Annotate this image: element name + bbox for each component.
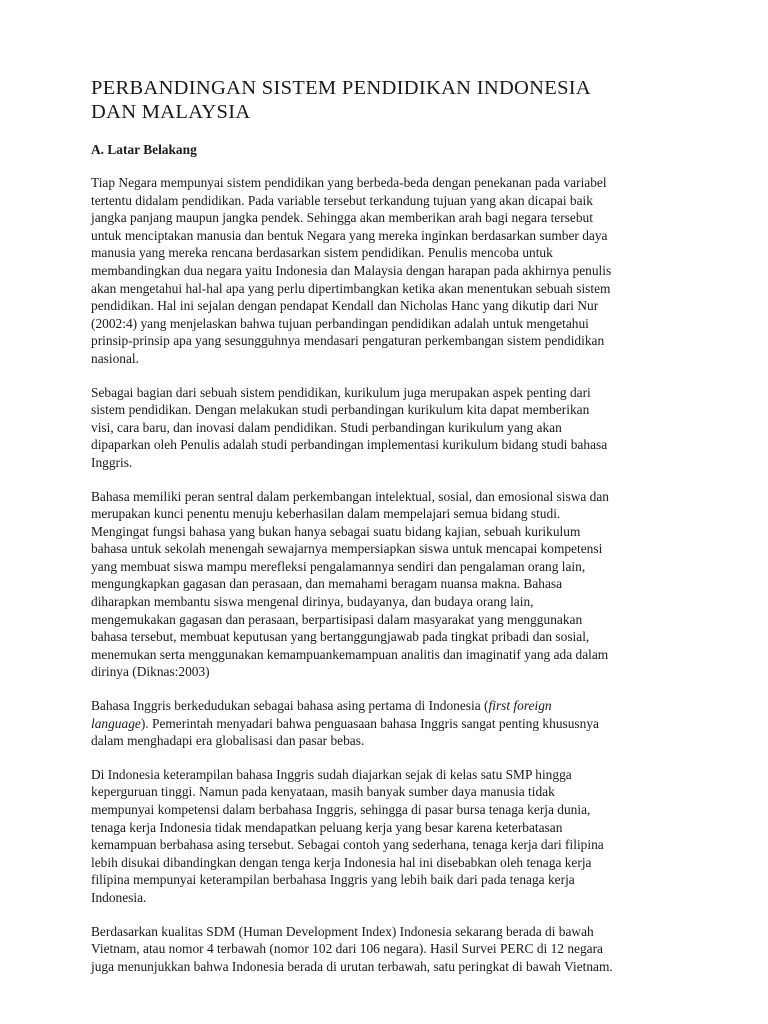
title-line-2: DAN MALAYSIA xyxy=(91,101,251,123)
paragraph-line: jangka panjang maupun jangka pendek. Sehingga akan memberikan arah bagi negara tersebut xyxy=(91,210,593,226)
paragraph-line: (2002:4) yang menjelaskan bahwa tujuan perbandingan pendidikan adalah untuk mengetahui xyxy=(91,315,589,331)
paragraph-2 xyxy=(91,384,697,472)
paragraph-line: Mengingat fungsi bahasa yang bukan hanya sebagai suatu bidang kajian, sebuah kurikulum xyxy=(91,523,581,539)
paragraph-line: kemampuan berbahasa asing tersebut. Sebagai contoh yang sederhana, tenaga kerja dari filipina xyxy=(91,837,604,853)
section-heading: A. Latar Belakang xyxy=(91,142,197,157)
paragraph-line xyxy=(91,715,697,733)
paragraph-line: diharapkan membantu siswa mengenal dirinya, budayanya, dan budaya orang lain, xyxy=(91,594,534,610)
paragraph-line: Vietnam, atau nomor 4 terbawah (nomor 102 dari 106 negara). Hasil Survei PERC di 12 negara xyxy=(91,941,603,957)
paragraph-line: tenaga kerja Indonesia tidak mendapatkan peluang kerja yang besar karena keterbatasan xyxy=(91,819,563,835)
paragraph-line: tertentu didalam pendidikan. Pada variable tersebut terkandung tujuan yang akan dicapai baik xyxy=(91,192,593,208)
paragraph-line: sistem pendidikan. Dengan melakukan studi perbandingan kurikulum kita dapat memberikan xyxy=(91,402,590,418)
paragraph-line: Di Indonesia keterampilan bahasa Inggris sudah diajarkan sejak di kelas satu SMP hingga xyxy=(91,766,572,782)
paragraph-line: pendidikan. Hal ini sejalan dengan pendapat Kendall dan Nicholas Hanc yang dikutip dari Nur xyxy=(91,298,599,314)
paragraph-line: Berdasarkan kualitas SDM (Human Development Index) Indonesia sekarang berada di bawah xyxy=(91,923,594,939)
paragraph-line: filipina mempunyai keterampilan berbahasa Inggris yang lebih baik dari pada tenaga kerja xyxy=(91,872,575,888)
paragraph-line: dipaparkan oleh Penulis adalah studi perbandingan implementasi kurikulum bidang studi bahasa xyxy=(91,437,608,453)
paragraph-1 xyxy=(91,174,697,368)
paragraph-line: prinsip-prinsip apa yang sesungguhnya mendasari pengaturan perkembangan sistem pendidikan xyxy=(91,333,605,349)
paragraph-line: dirinya (Diknas:2003) xyxy=(91,664,210,680)
paragraph-line xyxy=(91,697,697,715)
paragraph-line: bahasa untuk sekolah menengah sewajarnya mempersiapkan siswa untuk mencapai kompetensi xyxy=(91,541,603,557)
paragraph-line: Sebagai bagian dari sebuah sistem pendidikan, kurikulum juga merupakan aspek penting dari xyxy=(91,384,591,400)
paragraph-line: lebih disukai dibandingkan dengan tenga kerja Indonesia hal ini disebabkan oleh tenaga kerja xyxy=(91,854,592,870)
paragraph-line: mengemukakan gagasan dan perasaan, berpartisipasi dalam masyarakat yang menggunakan xyxy=(91,611,583,627)
paragraph-3 xyxy=(91,488,697,682)
paragraph-line: yang membuat siswa mampu merefleksi pengalamannya sendiri dan pengalaman orang lain, xyxy=(91,558,586,574)
paragraph-line: visi, cara baru, dan inovasi dalam pendidikan. Studi perbandingan kurikulum yang akan xyxy=(91,419,562,435)
italic-phrase: first foreign xyxy=(488,698,552,714)
document-page xyxy=(91,76,697,991)
italic-phrase: language xyxy=(91,715,141,731)
document-title xyxy=(91,76,697,124)
title-line-1: PERBANDINGAN SISTEM PENDIDIKAN INDONESIA xyxy=(91,77,592,99)
paragraph-line: dalam menghadapi era globalisasi dan pasar bebas. xyxy=(91,733,365,749)
paragraph-6 xyxy=(91,923,697,976)
paragraph-line: membandingkan dua negara yaitu Indonesia dan Malaysia dengan harapan pada akhirnya penulis xyxy=(91,262,612,278)
paragraph-line: mengungkapkan gagasan dan perasaan, dan memahami beragam nuansa makna. Bahasa xyxy=(91,576,563,592)
paragraph-line: Tiap Negara mempunyai sistem pendidikan yang berbeda-beda dengan penekanan pada variabel xyxy=(91,175,607,190)
paragraph-line: mempunyai kompetensi dalam berbahasa Inggris, sehingga di pasar bursa tenaga kerja dunia, xyxy=(91,802,591,817)
paragraph-line: bahasa tersebut, membuat keputusan yang bertanggungjawab pada tingkat pribadi dan sosial, xyxy=(91,629,590,645)
paragraph-text: ). Pemerintah menyadari bahwa penguasaan bahasa Inggris sangat penting khususnya xyxy=(140,715,599,731)
paragraph-line: merupakan kunci penentu menuju keberhasilan dalam mempelajari semua bidang studi. xyxy=(91,506,561,522)
paragraph-text: Bahasa Inggris berkedudukan sebagai bahasa asing pertama di Indonesia ( xyxy=(91,698,489,714)
paragraph-line: akan mengetahui hal-hal apa yang perlu dipertimbangkan ketika akan menentukan sebuah sistem xyxy=(91,280,611,296)
paragraph-4 xyxy=(91,697,697,750)
paragraph-line: untuk menciptakan manusia dan bentuk Negara yang mereka inginkan berdasarkan sumber daya xyxy=(91,227,608,243)
paragraph-line: juga menunjukkan bahwa Indonesia berada di urutan terbawah, satu peringkat di bawah Vietnam. xyxy=(91,958,613,974)
paragraph-line: Bahasa memiliki peran sentral dalam perkembangan intelektual, sosial, dan emosional siswa dan xyxy=(91,488,609,504)
paragraph-line: manusia yang mereka rencana berdasarkan sistem pendidikan. Penulis mencoba untuk xyxy=(91,245,553,261)
paragraph-5 xyxy=(91,766,697,907)
paragraph-line: keperguruan tinggi. Namun pada kenyataan, masih banyak sumber daya manusia tidak xyxy=(91,784,555,800)
paragraph-line: Inggris. xyxy=(91,454,133,470)
paragraph-line: menemukan serta menggunakan kemampuankemampuan analitis dan imaginatif yang ada dalam xyxy=(91,646,609,662)
paragraph-line: Indonesia. xyxy=(91,889,147,905)
paragraph-line: nasional. xyxy=(91,350,139,366)
